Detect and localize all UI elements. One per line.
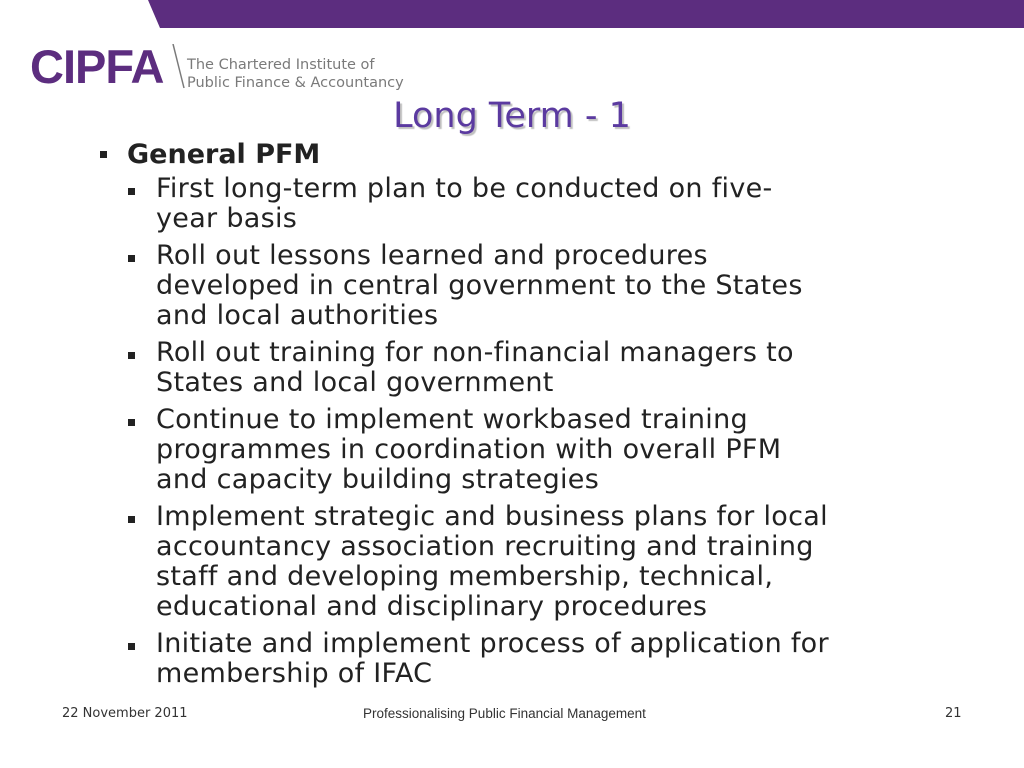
list-item — [96, 629, 956, 689]
footer-date: 22 November 2011 — [62, 706, 188, 721]
slide-content — [96, 138, 956, 696]
square-bullet-icon — [128, 352, 135, 359]
list-item-line: developed in central government to the States — [156, 270, 803, 301]
list-item-line: and capacity building strategies — [156, 464, 600, 495]
list-item-line: States and local government — [156, 367, 554, 398]
square-bullet-icon — [128, 255, 135, 262]
logo-tagline — [187, 56, 404, 92]
list-item-line: Roll out training for non-financial managers to — [156, 337, 794, 368]
list-item-line: Roll out lessons learned and procedures — [156, 240, 708, 271]
square-bullet-icon — [128, 188, 135, 195]
list-item — [96, 338, 956, 398]
sub-bullet-list — [96, 174, 956, 689]
list-item-line: membership of IFAC — [156, 658, 433, 689]
logo-tagline-line2: Public Finance & Accountancy — [187, 75, 404, 91]
bullet-heading — [96, 138, 956, 171]
top-purple-band — [0, 0, 1024, 28]
square-bullet-icon — [100, 151, 107, 158]
list-item-line: programmes in coordination with overall PFM — [156, 434, 782, 465]
list-item-line: Continue to implement workbased training — [156, 404, 748, 435]
list-item-line: educational and disciplinary procedures — [156, 591, 708, 622]
slide-title: Long Term - 1 — [393, 96, 631, 136]
list-item-line: and local authorities — [156, 300, 439, 331]
list-item-line: First long-term plan to be conducted on five- — [156, 173, 773, 204]
list-item — [96, 502, 956, 622]
logo-tagline-line1: The Chartered Institute of — [187, 57, 375, 73]
list-item-line: Initiate and implement process of application for — [156, 628, 829, 659]
list-item-line: staff and developing membership, technical, — [156, 561, 774, 592]
square-bullet-icon — [128, 419, 135, 426]
logo-divider-slash — [172, 44, 186, 90]
slide-number: 21 — [945, 706, 962, 721]
list-item — [96, 174, 956, 234]
list-item-line: Implement strategic and business plans for local — [156, 501, 828, 532]
list-item-line: accountancy association recruiting and training — [156, 531, 814, 562]
square-bullet-icon — [128, 643, 135, 650]
footer-title: Professionalising Public Financial Management — [363, 706, 646, 721]
logo-wordmark: CIPFA — [30, 40, 164, 93]
list-item-line: year basis — [156, 203, 298, 234]
list-item — [96, 405, 956, 495]
list-item — [96, 241, 956, 331]
square-bullet-icon — [128, 516, 135, 523]
heading-text: General PFM — [127, 139, 321, 170]
